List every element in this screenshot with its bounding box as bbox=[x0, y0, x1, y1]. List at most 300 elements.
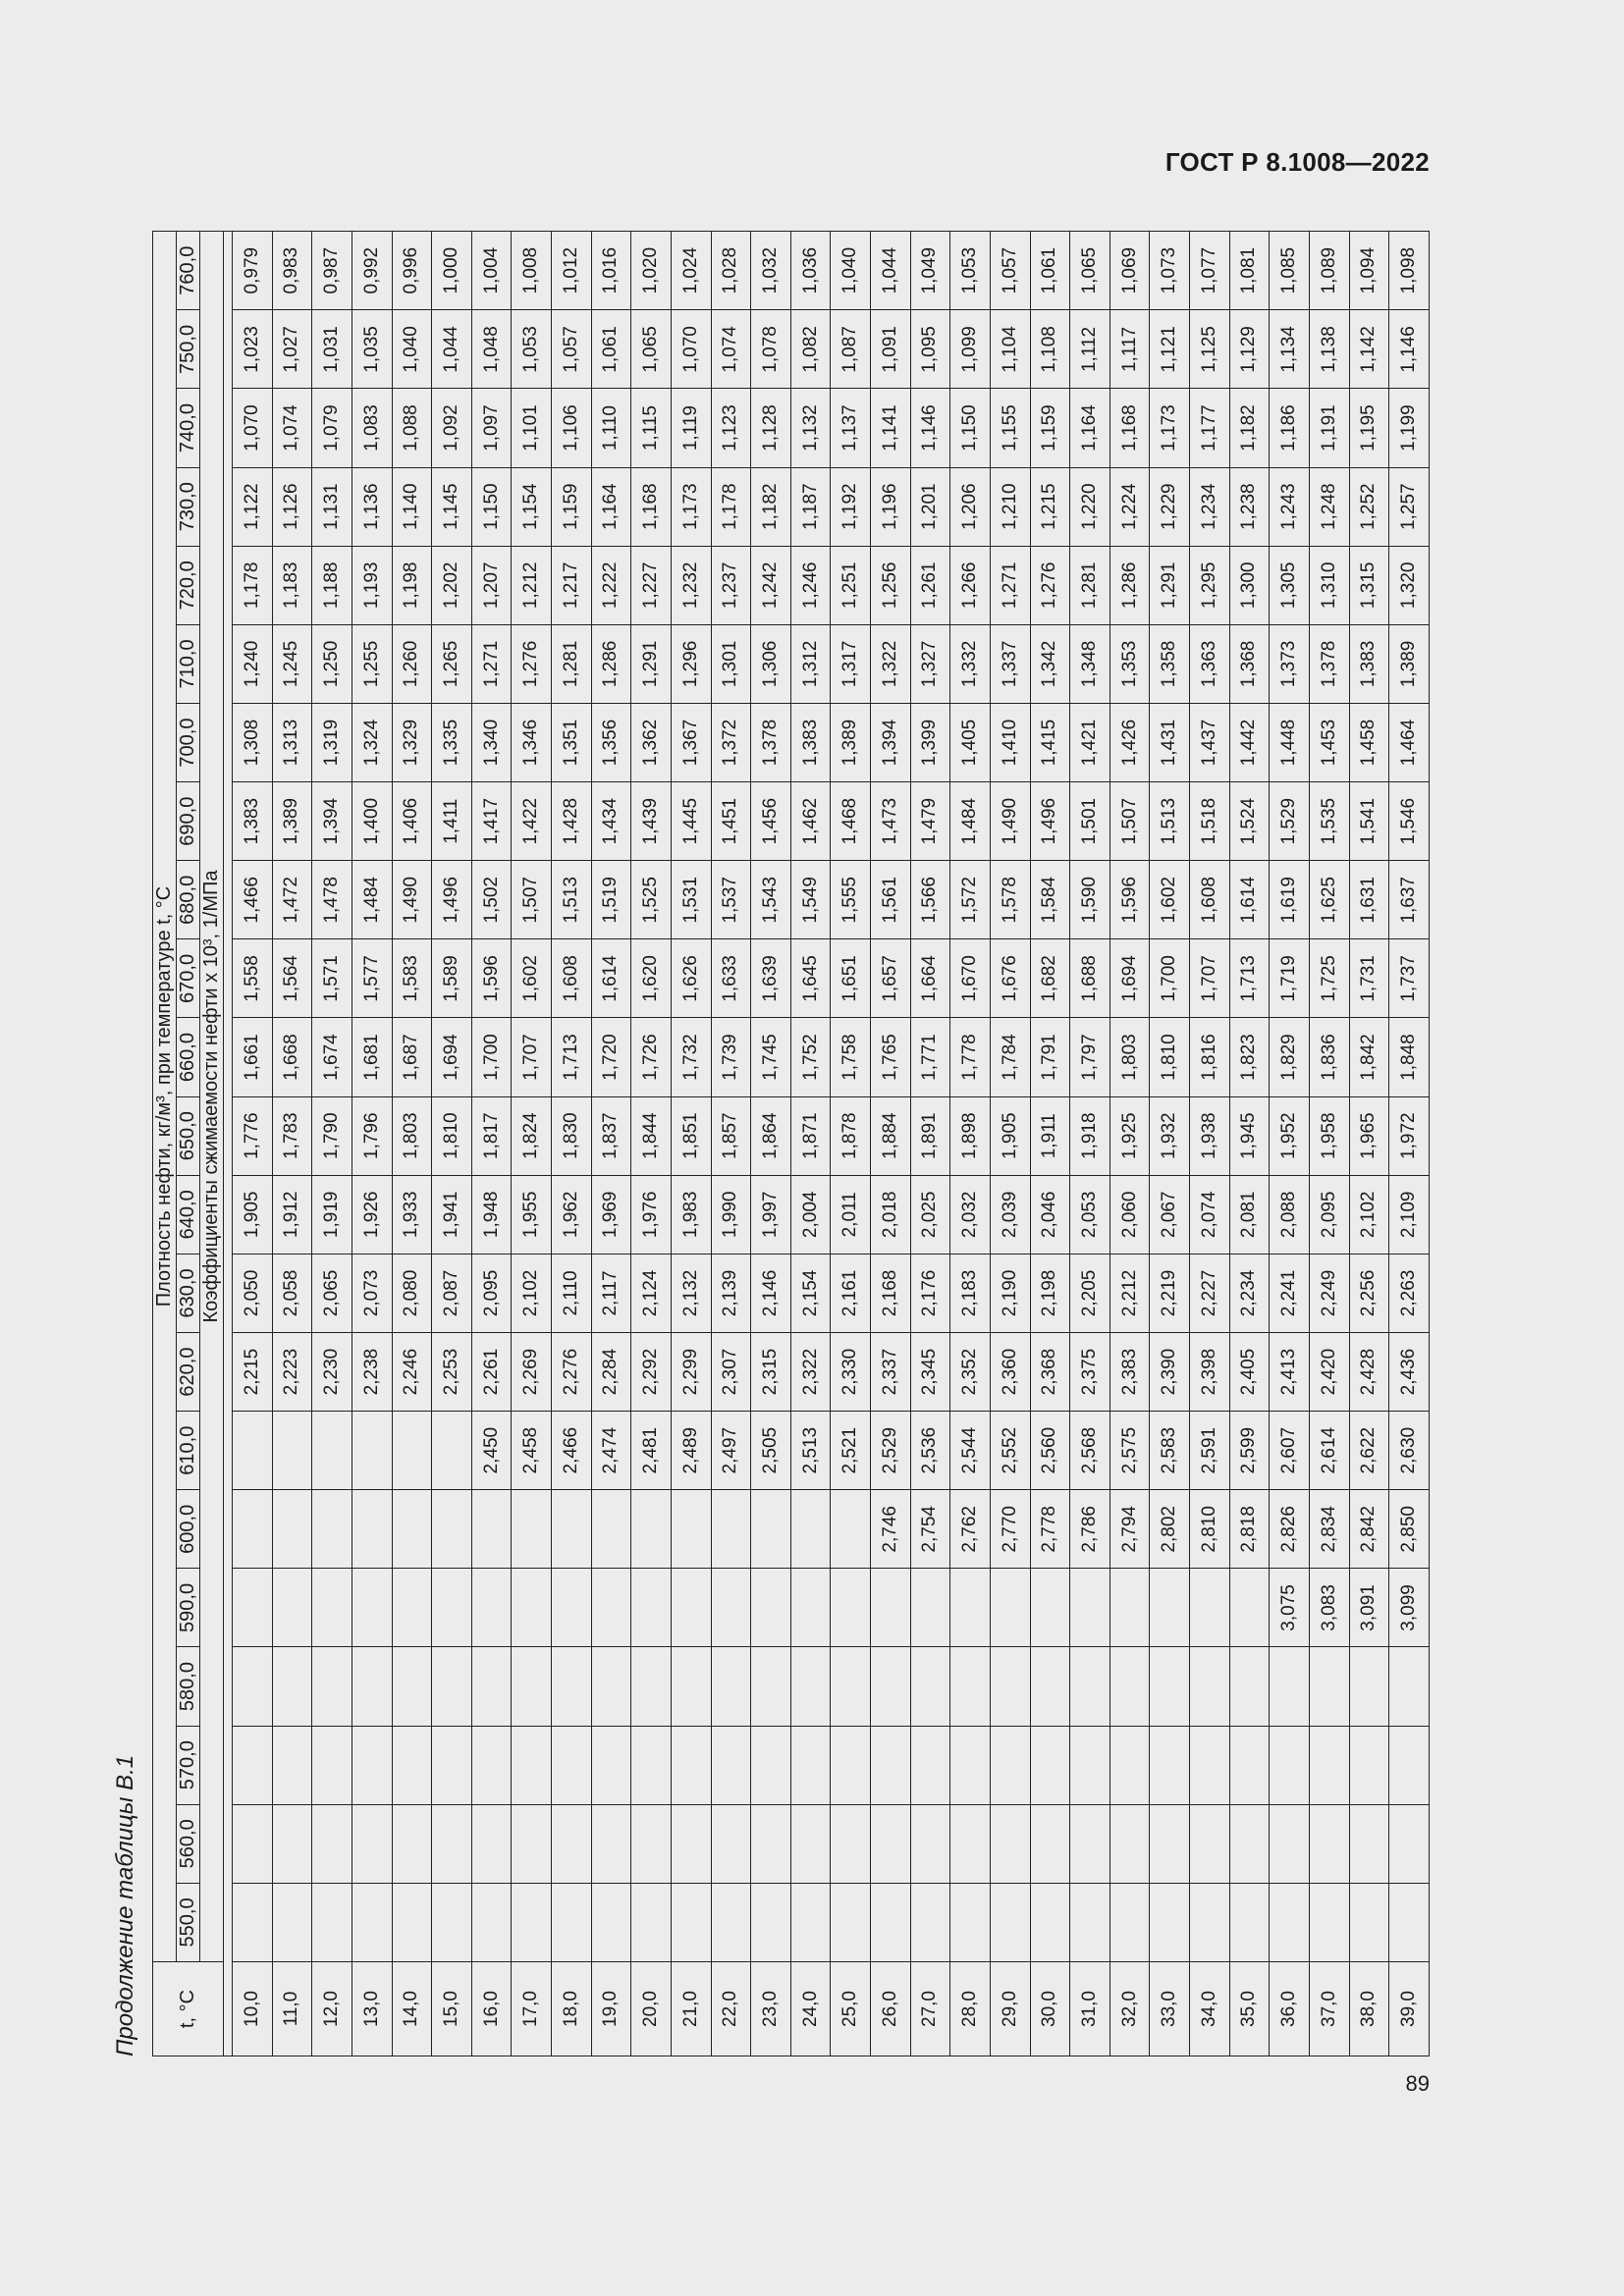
value-cell: 1,173 bbox=[1150, 389, 1190, 467]
value-cell: 1,784 bbox=[990, 1018, 1030, 1096]
value-cell: 1,023 bbox=[233, 310, 273, 389]
value-cell: 1,250 bbox=[312, 624, 352, 703]
value-cell: 2,183 bbox=[950, 1254, 991, 1332]
value-cell: 1,070 bbox=[671, 310, 711, 389]
value-cell: 1,234 bbox=[1190, 467, 1230, 546]
value-cell: 1,150 bbox=[471, 467, 512, 546]
value-cell: 2,292 bbox=[631, 1333, 672, 1412]
temperature-cell: 30,0 bbox=[1030, 1962, 1070, 2056]
value-cell: 1,836 bbox=[1309, 1018, 1349, 1096]
value-cell bbox=[751, 1726, 791, 1804]
value-cell bbox=[1110, 1726, 1150, 1804]
value-cell: 1,087 bbox=[831, 310, 871, 389]
value-cell: 1,337 bbox=[990, 624, 1030, 703]
value-cell: 2,095 bbox=[471, 1254, 512, 1332]
value-cell bbox=[392, 1883, 432, 1961]
value-cell: 2,025 bbox=[910, 1175, 950, 1254]
value-cell bbox=[552, 1647, 592, 1726]
value-cell: 1,140 bbox=[392, 467, 432, 546]
value-cell bbox=[233, 1647, 273, 1726]
value-cell: 1,453 bbox=[1309, 704, 1349, 782]
table-row bbox=[1030, 232, 1070, 2056]
value-cell bbox=[512, 1647, 552, 1726]
value-cell: 1,201 bbox=[910, 467, 950, 546]
value-cell: 1,320 bbox=[1389, 546, 1430, 624]
value-cell: 2,190 bbox=[990, 1254, 1030, 1332]
value-cell: 1,577 bbox=[352, 939, 392, 1018]
value-cell bbox=[1030, 1569, 1070, 1647]
value-cell: 1,276 bbox=[1030, 546, 1070, 624]
temperature-cell: 32,0 bbox=[1110, 1962, 1150, 2056]
value-cell: 2,536 bbox=[910, 1412, 950, 1490]
value-cell: 1,119 bbox=[671, 389, 711, 467]
value-cell: 2,521 bbox=[831, 1412, 871, 1490]
value-cell: 1,745 bbox=[751, 1018, 791, 1096]
value-cell: 1,356 bbox=[591, 704, 631, 782]
value-cell bbox=[1229, 1569, 1270, 1647]
value-cell bbox=[1030, 1726, 1070, 1804]
value-cell: 2,039 bbox=[990, 1175, 1030, 1254]
value-cell: 1,255 bbox=[352, 624, 392, 703]
separator-cell bbox=[224, 232, 233, 310]
value-cell bbox=[790, 1883, 831, 1961]
value-cell: 1,291 bbox=[1150, 546, 1190, 624]
value-cell bbox=[1190, 1883, 1230, 1961]
value-cell: 1,281 bbox=[1070, 546, 1110, 624]
temperature-cell: 13,0 bbox=[352, 1962, 392, 2056]
value-cell: 1,830 bbox=[552, 1096, 592, 1175]
value-cell: 1,083 bbox=[352, 389, 392, 467]
value-cell bbox=[1309, 1883, 1349, 1961]
value-cell: 2,850 bbox=[1389, 1490, 1430, 1569]
value-cell bbox=[990, 1569, 1030, 1647]
separator-cell bbox=[224, 1569, 233, 1647]
table-row bbox=[233, 232, 273, 2056]
value-cell: 1,668 bbox=[272, 1018, 312, 1096]
value-cell bbox=[831, 1569, 871, 1647]
value-cell: 1,558 bbox=[233, 939, 273, 1018]
value-cell: 1,406 bbox=[392, 782, 432, 861]
value-cell bbox=[790, 1726, 831, 1804]
value-cell: 1,891 bbox=[910, 1096, 950, 1175]
value-cell: 1,732 bbox=[671, 1018, 711, 1096]
value-cell: 1,541 bbox=[1349, 782, 1389, 861]
value-cell: 1,177 bbox=[1190, 389, 1230, 467]
value-cell: 1,608 bbox=[1190, 861, 1230, 939]
table-caption: Продолжение таблицы В.1 bbox=[112, 1754, 138, 2056]
value-cell: 1,513 bbox=[552, 861, 592, 939]
value-cell: 1,478 bbox=[312, 861, 352, 939]
value-cell: 2,110 bbox=[552, 1254, 592, 1332]
value-cell: 2,505 bbox=[751, 1412, 791, 1490]
value-cell: 1,758 bbox=[831, 1018, 871, 1096]
value-cell bbox=[312, 1883, 352, 1961]
table-row bbox=[1229, 232, 1270, 2056]
value-cell: 2,630 bbox=[1389, 1412, 1430, 1490]
value-cell: 2,818 bbox=[1229, 1490, 1270, 1569]
value-cell: 1,631 bbox=[1349, 861, 1389, 939]
value-cell: 1,057 bbox=[990, 232, 1030, 310]
value-cell bbox=[552, 1726, 592, 1804]
value-cell bbox=[312, 1569, 352, 1647]
value-cell: 1,726 bbox=[631, 1018, 672, 1096]
value-cell: 2,256 bbox=[1349, 1254, 1389, 1332]
value-cell: 1,008 bbox=[512, 232, 552, 310]
value-cell: 1,700 bbox=[1150, 939, 1190, 1018]
value-cell: 1,362 bbox=[631, 704, 672, 782]
value-cell: 1,106 bbox=[552, 389, 592, 467]
value-cell: 1,132 bbox=[790, 389, 831, 467]
value-cell bbox=[1349, 1647, 1389, 1726]
value-cell: 1,543 bbox=[751, 861, 791, 939]
density-column-header: 690,0 bbox=[177, 782, 200, 861]
value-cell: 1,844 bbox=[631, 1096, 672, 1175]
density-column-header: 680,0 bbox=[177, 861, 200, 939]
value-cell: 1,952 bbox=[1270, 1096, 1310, 1175]
table-row bbox=[392, 232, 432, 2056]
value-cell: 1,790 bbox=[312, 1096, 352, 1175]
temperature-cell: 22,0 bbox=[711, 1962, 751, 2056]
value-cell: 2,810 bbox=[1190, 1490, 1230, 1569]
table-row bbox=[1270, 232, 1310, 2056]
value-cell: 2,249 bbox=[1309, 1254, 1349, 1332]
value-cell: 2,337 bbox=[871, 1333, 911, 1412]
value-cell: 1,300 bbox=[1229, 546, 1270, 624]
value-cell: 1,620 bbox=[631, 939, 672, 1018]
value-cell: 1,969 bbox=[591, 1175, 631, 1254]
value-cell: 1,719 bbox=[1270, 939, 1310, 1018]
value-cell: 1,079 bbox=[312, 389, 352, 467]
value-cell: 1,445 bbox=[671, 782, 711, 861]
density-column-header: 630,0 bbox=[177, 1254, 200, 1332]
value-cell: 1,154 bbox=[512, 467, 552, 546]
value-cell: 1,335 bbox=[432, 704, 472, 782]
value-cell: 1,121 bbox=[1150, 310, 1190, 389]
density-column-header: 570,0 bbox=[177, 1726, 200, 1804]
value-cell: 2,046 bbox=[1030, 1175, 1070, 1254]
value-cell: 2,161 bbox=[831, 1254, 871, 1332]
value-cell bbox=[1070, 1804, 1110, 1883]
value-cell: 2,230 bbox=[312, 1333, 352, 1412]
value-cell: 1,222 bbox=[591, 546, 631, 624]
value-cell: 1,962 bbox=[552, 1175, 592, 1254]
value-cell bbox=[312, 1490, 352, 1569]
value-cell bbox=[471, 1647, 512, 1726]
value-cell: 1,212 bbox=[512, 546, 552, 624]
table-row bbox=[352, 232, 392, 2056]
value-cell: 1,905 bbox=[990, 1096, 1030, 1175]
value-cell: 1,276 bbox=[512, 624, 552, 703]
separator-cell bbox=[224, 389, 233, 467]
temperature-cell: 27,0 bbox=[910, 1962, 950, 2056]
value-cell: 1,572 bbox=[950, 861, 991, 939]
value-cell: 1,948 bbox=[471, 1175, 512, 1254]
value-cell bbox=[272, 1490, 312, 1569]
value-cell bbox=[990, 1726, 1030, 1804]
value-cell: 1,496 bbox=[432, 861, 472, 939]
value-cell: 1,507 bbox=[512, 861, 552, 939]
value-cell: 2,474 bbox=[591, 1412, 631, 1490]
value-cell bbox=[950, 1569, 991, 1647]
value-cell: 1,078 bbox=[751, 310, 791, 389]
value-cell bbox=[1349, 1726, 1389, 1804]
value-cell: 1,193 bbox=[352, 546, 392, 624]
value-cell bbox=[1190, 1804, 1230, 1883]
value-cell: 1,383 bbox=[1349, 624, 1389, 703]
value-cell: 1,490 bbox=[392, 861, 432, 939]
value-cell bbox=[1030, 1883, 1070, 1961]
value-cell: 2,227 bbox=[1190, 1254, 1230, 1332]
value-cell: 1,871 bbox=[790, 1096, 831, 1175]
value-cell: 1,383 bbox=[233, 782, 273, 861]
value-cell: 1,178 bbox=[233, 546, 273, 624]
value-cell: 1,555 bbox=[831, 861, 871, 939]
value-cell: 1,394 bbox=[871, 704, 911, 782]
value-cell: 1,752 bbox=[790, 1018, 831, 1096]
value-cell bbox=[352, 1804, 392, 1883]
value-cell bbox=[671, 1569, 711, 1647]
value-cell bbox=[1150, 1647, 1190, 1726]
value-cell bbox=[432, 1804, 472, 1883]
value-cell: 2,405 bbox=[1229, 1333, 1270, 1412]
value-cell bbox=[1270, 1883, 1310, 1961]
value-cell: 1,164 bbox=[1070, 389, 1110, 467]
value-cell: 2,368 bbox=[1030, 1333, 1070, 1412]
value-cell bbox=[990, 1804, 1030, 1883]
separator-cell bbox=[224, 1175, 233, 1254]
value-cell bbox=[910, 1883, 950, 1961]
value-cell: 1,389 bbox=[831, 704, 871, 782]
value-cell: 1,173 bbox=[671, 467, 711, 546]
value-cell: 1,378 bbox=[751, 704, 791, 782]
value-cell: 2,834 bbox=[1309, 1490, 1349, 1569]
value-cell: 1,417 bbox=[471, 782, 512, 861]
value-cell bbox=[711, 1569, 751, 1647]
value-cell bbox=[392, 1726, 432, 1804]
value-cell: 1,196 bbox=[871, 467, 911, 546]
value-cell bbox=[950, 1883, 991, 1961]
value-cell: 1,972 bbox=[1389, 1096, 1430, 1175]
value-cell bbox=[392, 1647, 432, 1726]
value-cell bbox=[512, 1804, 552, 1883]
value-cell: 2,552 bbox=[990, 1412, 1030, 1490]
value-cell: 2,352 bbox=[950, 1333, 991, 1412]
value-cell: 3,075 bbox=[1270, 1569, 1310, 1647]
value-cell bbox=[432, 1726, 472, 1804]
value-cell: 1,531 bbox=[671, 861, 711, 939]
value-cell: 1,783 bbox=[272, 1096, 312, 1175]
value-cell: 2,269 bbox=[512, 1333, 552, 1412]
value-cell: 0,996 bbox=[392, 232, 432, 310]
value-cell: 1,848 bbox=[1389, 1018, 1430, 1096]
value-cell: 2,345 bbox=[910, 1333, 950, 1412]
value-cell bbox=[990, 1647, 1030, 1726]
temperature-cell: 24,0 bbox=[790, 1962, 831, 2056]
value-cell: 1,456 bbox=[751, 782, 791, 861]
value-cell: 1,731 bbox=[1349, 939, 1389, 1018]
value-cell: 1,468 bbox=[831, 782, 871, 861]
value-cell: 1,146 bbox=[910, 389, 950, 467]
value-cell: 1,405 bbox=[950, 704, 991, 782]
value-cell bbox=[512, 1883, 552, 1961]
value-cell bbox=[432, 1647, 472, 1726]
value-cell bbox=[1309, 1647, 1349, 1726]
separator-cell bbox=[224, 1962, 233, 2056]
value-cell: 1,195 bbox=[1349, 389, 1389, 467]
value-cell: 2,746 bbox=[871, 1490, 911, 1569]
value-cell: 1,044 bbox=[871, 232, 911, 310]
value-cell: 0,979 bbox=[233, 232, 273, 310]
value-cell bbox=[432, 1883, 472, 1961]
value-cell bbox=[871, 1804, 911, 1883]
value-cell: 1,057 bbox=[552, 310, 592, 389]
value-cell: 1,048 bbox=[471, 310, 512, 389]
value-cell bbox=[990, 1883, 1030, 1961]
value-cell: 1,031 bbox=[312, 310, 352, 389]
value-cell: 1,122 bbox=[233, 467, 273, 546]
table-row bbox=[631, 232, 672, 2056]
value-cell bbox=[432, 1412, 472, 1490]
value-cell: 2,074 bbox=[1190, 1175, 1230, 1254]
density-group-header: Плотность нефти, кг/м³, при температуре t, °C bbox=[153, 232, 177, 1962]
value-cell: 0,983 bbox=[272, 232, 312, 310]
value-cell: 1,358 bbox=[1150, 624, 1190, 703]
value-cell bbox=[1190, 1726, 1230, 1804]
value-cell: 1,829 bbox=[1270, 1018, 1310, 1096]
value-cell: 1,286 bbox=[1110, 546, 1150, 624]
value-cell: 1,965 bbox=[1349, 1096, 1389, 1175]
value-cell bbox=[1190, 1647, 1230, 1726]
value-cell bbox=[671, 1804, 711, 1883]
value-cell: 3,083 bbox=[1309, 1569, 1349, 1647]
value-cell: 1,313 bbox=[272, 704, 312, 782]
value-cell: 1,410 bbox=[990, 704, 1030, 782]
value-cell bbox=[751, 1804, 791, 1883]
value-cell: 2,599 bbox=[1229, 1412, 1270, 1490]
value-cell: 1,707 bbox=[1190, 939, 1230, 1018]
value-cell bbox=[272, 1726, 312, 1804]
value-cell: 1,911 bbox=[1030, 1096, 1070, 1175]
value-cell: 1,501 bbox=[1070, 782, 1110, 861]
value-cell bbox=[1349, 1883, 1389, 1961]
table-row bbox=[1070, 232, 1110, 2056]
value-cell: 1,484 bbox=[352, 861, 392, 939]
value-cell: 1,286 bbox=[591, 624, 631, 703]
value-cell bbox=[751, 1490, 791, 1569]
table-row bbox=[751, 232, 791, 2056]
page-number: 89 bbox=[1405, 2071, 1430, 2096]
value-cell: 2,307 bbox=[711, 1333, 751, 1412]
value-cell bbox=[591, 1883, 631, 1961]
value-cell bbox=[1030, 1804, 1070, 1883]
value-cell: 2,219 bbox=[1150, 1254, 1190, 1332]
value-cell: 1,134 bbox=[1270, 310, 1310, 389]
value-cell: 2,238 bbox=[352, 1333, 392, 1412]
value-cell: 2,826 bbox=[1270, 1490, 1310, 1569]
value-cell bbox=[1389, 1804, 1430, 1883]
value-cell: 1,561 bbox=[871, 861, 911, 939]
value-cell: 1,312 bbox=[790, 624, 831, 703]
value-cell: 2,109 bbox=[1389, 1175, 1430, 1254]
value-cell: 1,857 bbox=[711, 1096, 751, 1175]
value-cell bbox=[512, 1569, 552, 1647]
value-cell bbox=[671, 1726, 711, 1804]
value-cell: 1,257 bbox=[1389, 467, 1430, 546]
value-cell: 1,434 bbox=[591, 782, 631, 861]
value-cell: 1,020 bbox=[631, 232, 672, 310]
value-cell: 1,340 bbox=[471, 704, 512, 782]
temperature-cell: 20,0 bbox=[631, 1962, 672, 2056]
value-cell bbox=[512, 1490, 552, 1569]
value-cell bbox=[631, 1647, 672, 1726]
value-cell: 1,400 bbox=[352, 782, 392, 861]
value-cell: 1,428 bbox=[552, 782, 592, 861]
value-cell: 1,938 bbox=[1190, 1096, 1230, 1175]
value-cell: 1,082 bbox=[790, 310, 831, 389]
value-cell: 1,028 bbox=[711, 232, 751, 310]
value-cell: 1,725 bbox=[1309, 939, 1349, 1018]
density-column-header: 710,0 bbox=[177, 624, 200, 703]
table-row bbox=[1389, 232, 1430, 2056]
value-cell: 1,317 bbox=[831, 624, 871, 703]
value-cell: 2,053 bbox=[1070, 1175, 1110, 1254]
value-cell: 1,687 bbox=[392, 1018, 432, 1096]
value-cell bbox=[512, 1726, 552, 1804]
value-cell: 1,842 bbox=[1349, 1018, 1389, 1096]
value-cell: 2,489 bbox=[671, 1412, 711, 1490]
value-cell bbox=[871, 1569, 911, 1647]
value-cell bbox=[1110, 1647, 1150, 1726]
value-cell: 1,796 bbox=[352, 1096, 392, 1175]
value-cell: 1,578 bbox=[990, 861, 1030, 939]
value-cell: 1,036 bbox=[790, 232, 831, 310]
value-cell: 1,983 bbox=[671, 1175, 711, 1254]
value-cell: 2,205 bbox=[1070, 1254, 1110, 1332]
value-cell: 1,281 bbox=[552, 624, 592, 703]
compressibility-table bbox=[152, 231, 1430, 2056]
value-cell: 1,110 bbox=[591, 389, 631, 467]
table-row bbox=[671, 232, 711, 2056]
value-cell: 3,099 bbox=[1389, 1569, 1430, 1647]
value-cell: 1,602 bbox=[512, 939, 552, 1018]
value-cell: 1,415 bbox=[1030, 704, 1070, 782]
table-row bbox=[871, 232, 911, 2056]
value-cell: 2,383 bbox=[1110, 1333, 1150, 1412]
value-cell: 1,112 bbox=[1070, 310, 1110, 389]
value-cell bbox=[1030, 1647, 1070, 1726]
value-cell bbox=[711, 1647, 751, 1726]
value-cell: 1,639 bbox=[751, 939, 791, 1018]
table-row bbox=[711, 232, 751, 2056]
value-cell: 2,154 bbox=[790, 1254, 831, 1332]
temperature-cell: 35,0 bbox=[1229, 1962, 1270, 2056]
value-cell bbox=[910, 1569, 950, 1647]
value-cell: 1,088 bbox=[392, 389, 432, 467]
density-column-header: 670,0 bbox=[177, 939, 200, 1018]
value-cell bbox=[1229, 1804, 1270, 1883]
separator-cell bbox=[224, 1804, 233, 1883]
value-cell bbox=[1150, 1726, 1190, 1804]
value-cell bbox=[1229, 1647, 1270, 1726]
value-cell: 1,394 bbox=[312, 782, 352, 861]
value-cell: 1,700 bbox=[471, 1018, 512, 1096]
value-cell: 1,271 bbox=[990, 546, 1030, 624]
value-cell bbox=[711, 1804, 751, 1883]
value-cell: 1,224 bbox=[1110, 467, 1150, 546]
document-code: ГОСТ Р 8.1008—2022 bbox=[1164, 147, 1430, 177]
value-cell bbox=[392, 1569, 432, 1647]
value-cell: 1,091 bbox=[871, 310, 911, 389]
